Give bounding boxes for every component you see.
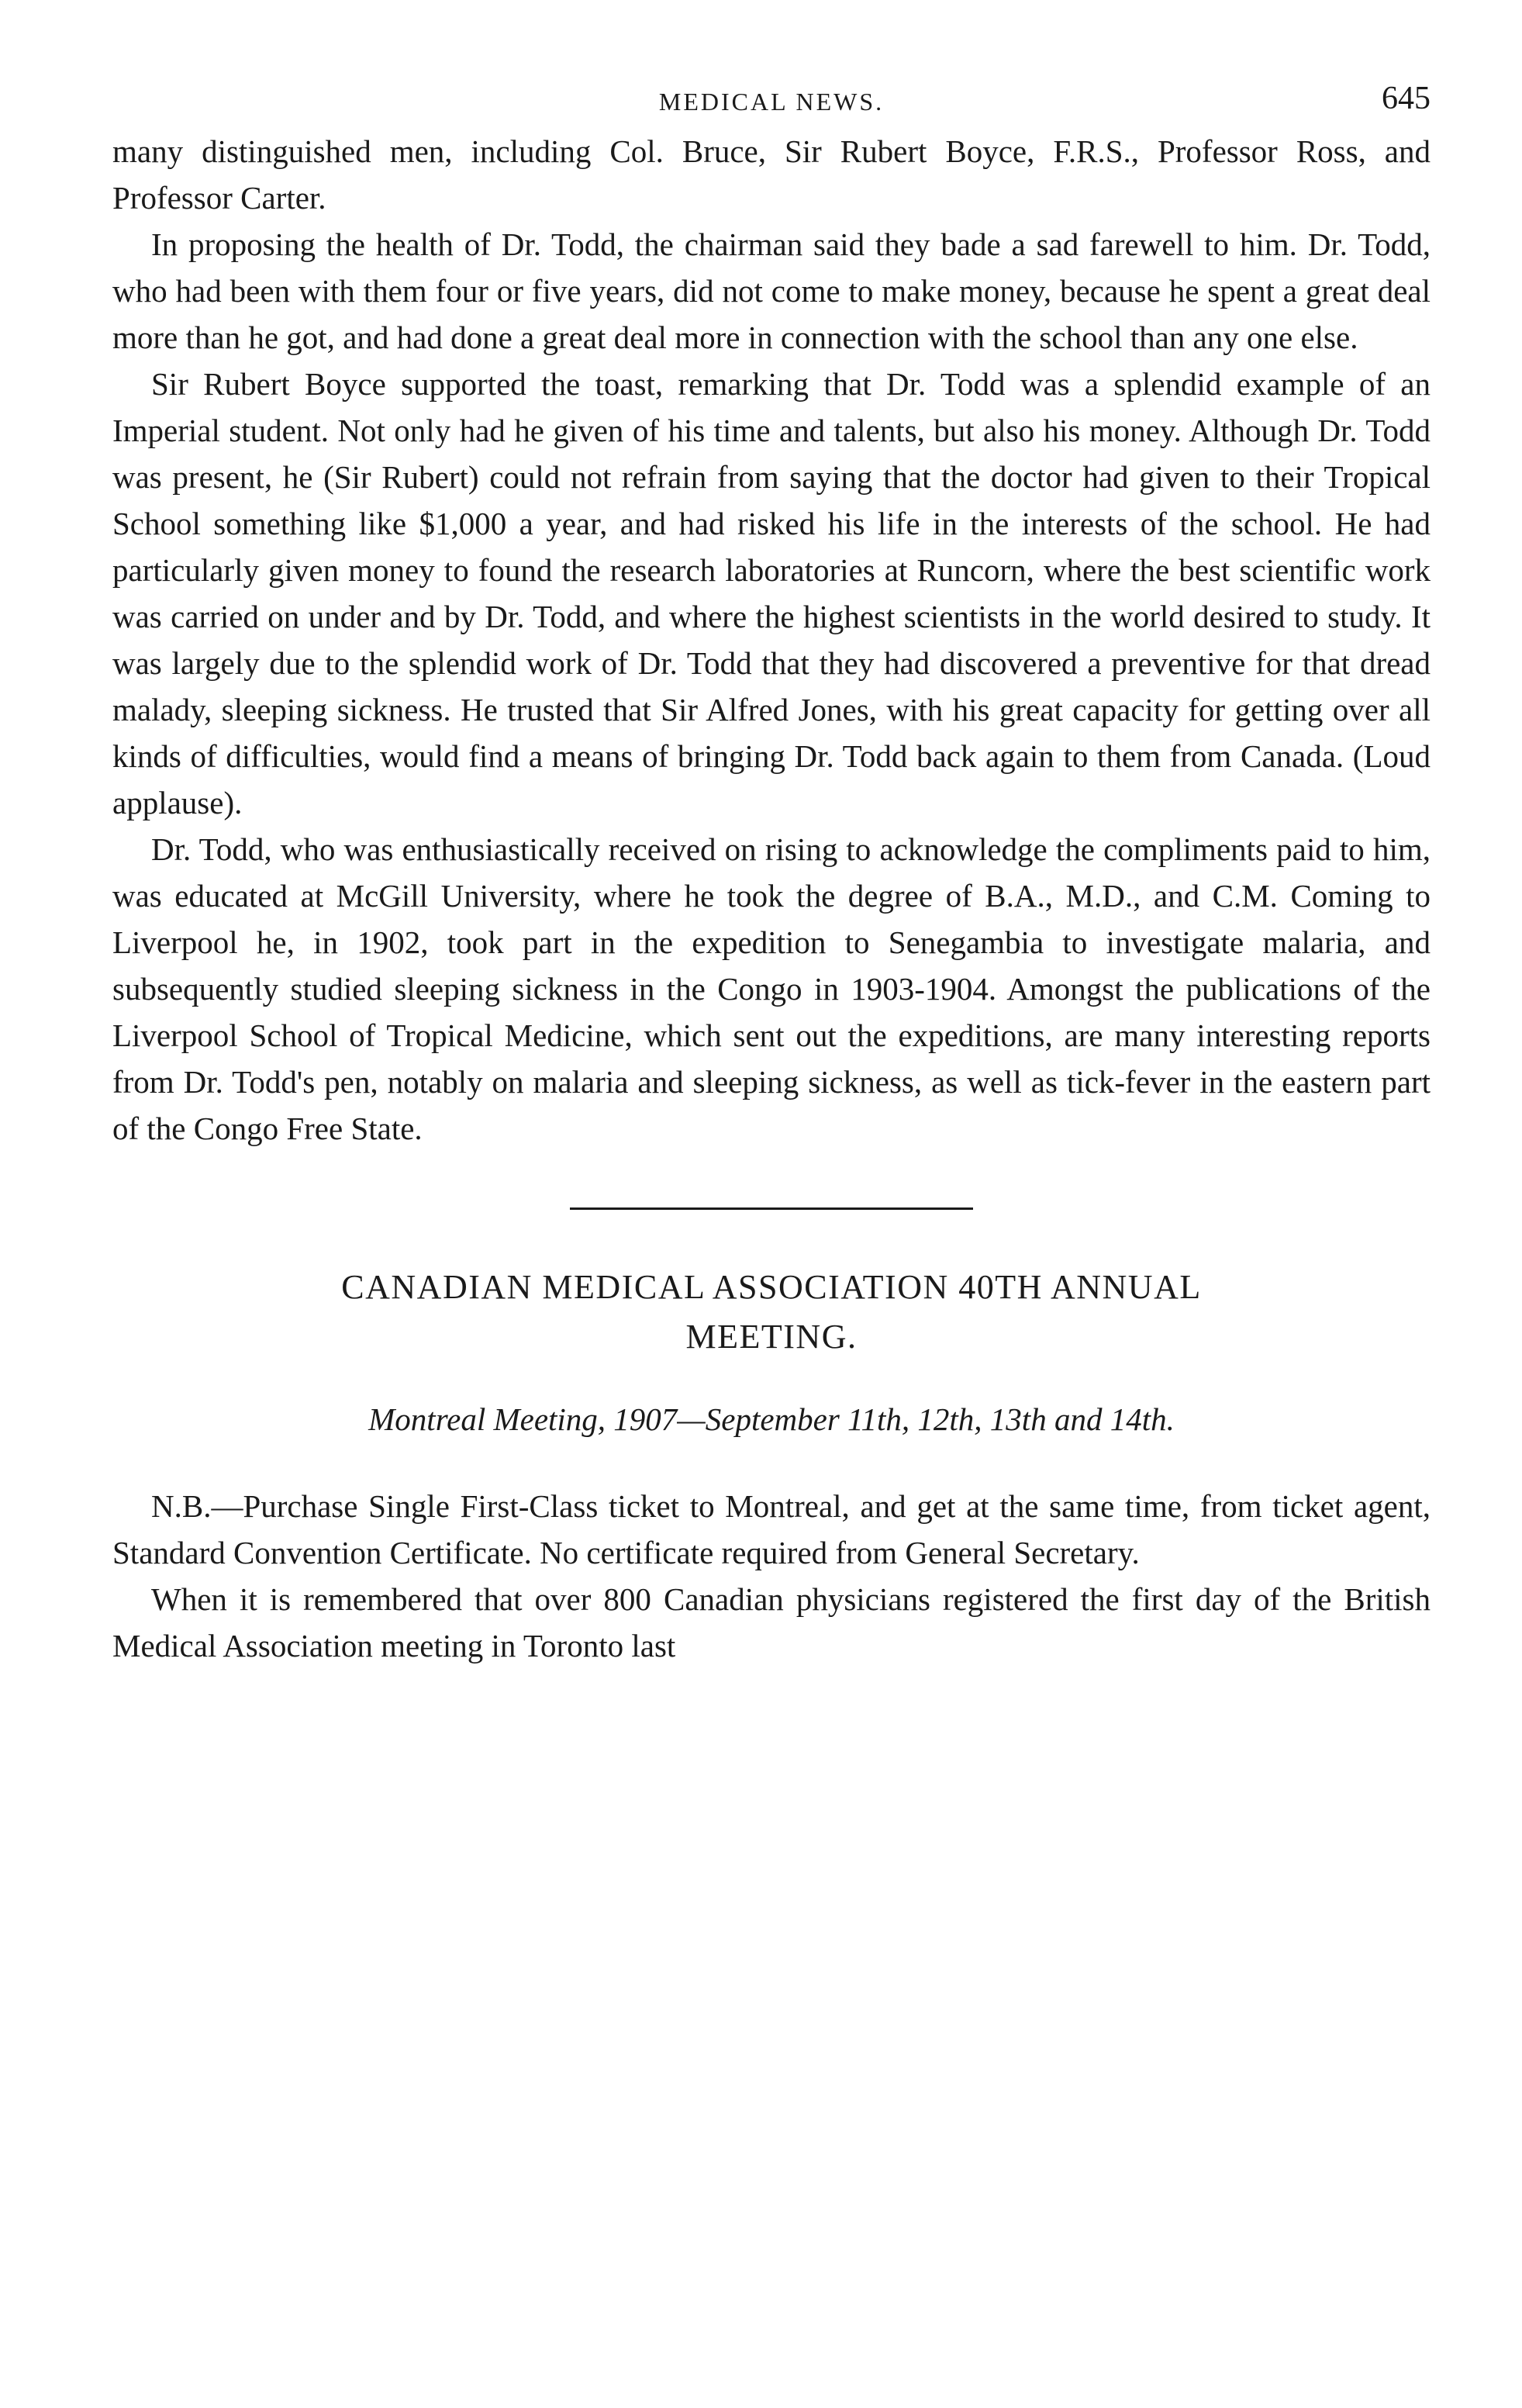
- paragraph-boyce-toast: Sir Rubert Boyce supported the toast, remarking that Dr. Todd was a splendid example of an Imperial student. Not only had he given of his time and talents, but also his money. Although Dr. Todd was present, he (Sir Rubert) could not refrain from saying that the doctor had given to their Tropical School something like $1,000 a year, and had risked his life in the interests of the school. He had particularly given money to found the research laboratories at Runcorn, where the best scientific work was carried on under and by Dr. Todd, and where the highest scientists in the world desired to study. It was largely due to the splendid work of Dr. Todd that they had discovered a preventive for that dread malady, sleeping sickness. He trusted that Sir Alfred Jones, with his great capacity for getting over all kinds of difficulties, would find a means of bringing Dr. Todd back again to them from Canada. (Loud applause).: [112, 366, 1431, 821]
- page-number: 645: [1382, 81, 1431, 116]
- paragraph-chairman-toast: In proposing the health of Dr. Todd, the chairman said they bade a sad farewell to him. Dr. Todd, who had been with them four or five years, did not come to make money, because he spent a great deal more than he got, and had done a great deal more in connection with the school than any one else.: [112, 226, 1431, 355]
- paragraph-registration: When it is remembered that over 800 Canadian physicians registered the first day of the British Medical Association meeting in Toronto last: [112, 1581, 1431, 1663]
- article-body: [112, 128, 1431, 1152]
- running-header: [112, 74, 1431, 128]
- section-body: [112, 1483, 1431, 1669]
- paragraph-continued: many distinguished men, including Col. Bruce, Sir Rubert Boyce, F.R.S., Professor Ross, and Professor Carter.: [112, 133, 1431, 216]
- paragraph-ticket-note: N.B.—Purchase Single First-Class ticket to Montreal, and get at the same time, from ticket agent, Standard Convention Certificate. No certificate required from General Secretary.: [112, 1488, 1431, 1570]
- meeting-dates: Montreal Meeting, 1907—September 11th, 12th, 13th and 14th.: [368, 1401, 1175, 1437]
- journal-page: [112, 74, 1431, 1669]
- paragraph-todd-biography: Dr. Todd, who was enthusiastically received on rising to acknowledge the compliments paid to him, was educated at McGill University, where he took the degree of B.A., M.D., and C.M. Coming to Liverpool he, in 1902, took part in the expedition to Senegambia to investigate malaria, and subsequently studied sleeping sickness in the Congo in 1903-1904. Amongst the publications of the Liverpool School of Tropical Medicine, which sent out the expeditions, are many interesting reports from Dr. Todd's pen, notably on malaria and sleeping sickness, as well as tick-fever in the eastern part of the Congo Free State.: [112, 831, 1431, 1146]
- section-divider: [570, 1207, 973, 1210]
- running-title: MEDICAL NEWS.: [658, 88, 885, 116]
- section-title-line-1: CANADIAN MEDICAL ASSOCIATION 40TH ANNUAL: [341, 1268, 1202, 1306]
- section-title-line-2: MEETING.: [685, 1318, 858, 1356]
- section-title: [112, 1263, 1431, 1362]
